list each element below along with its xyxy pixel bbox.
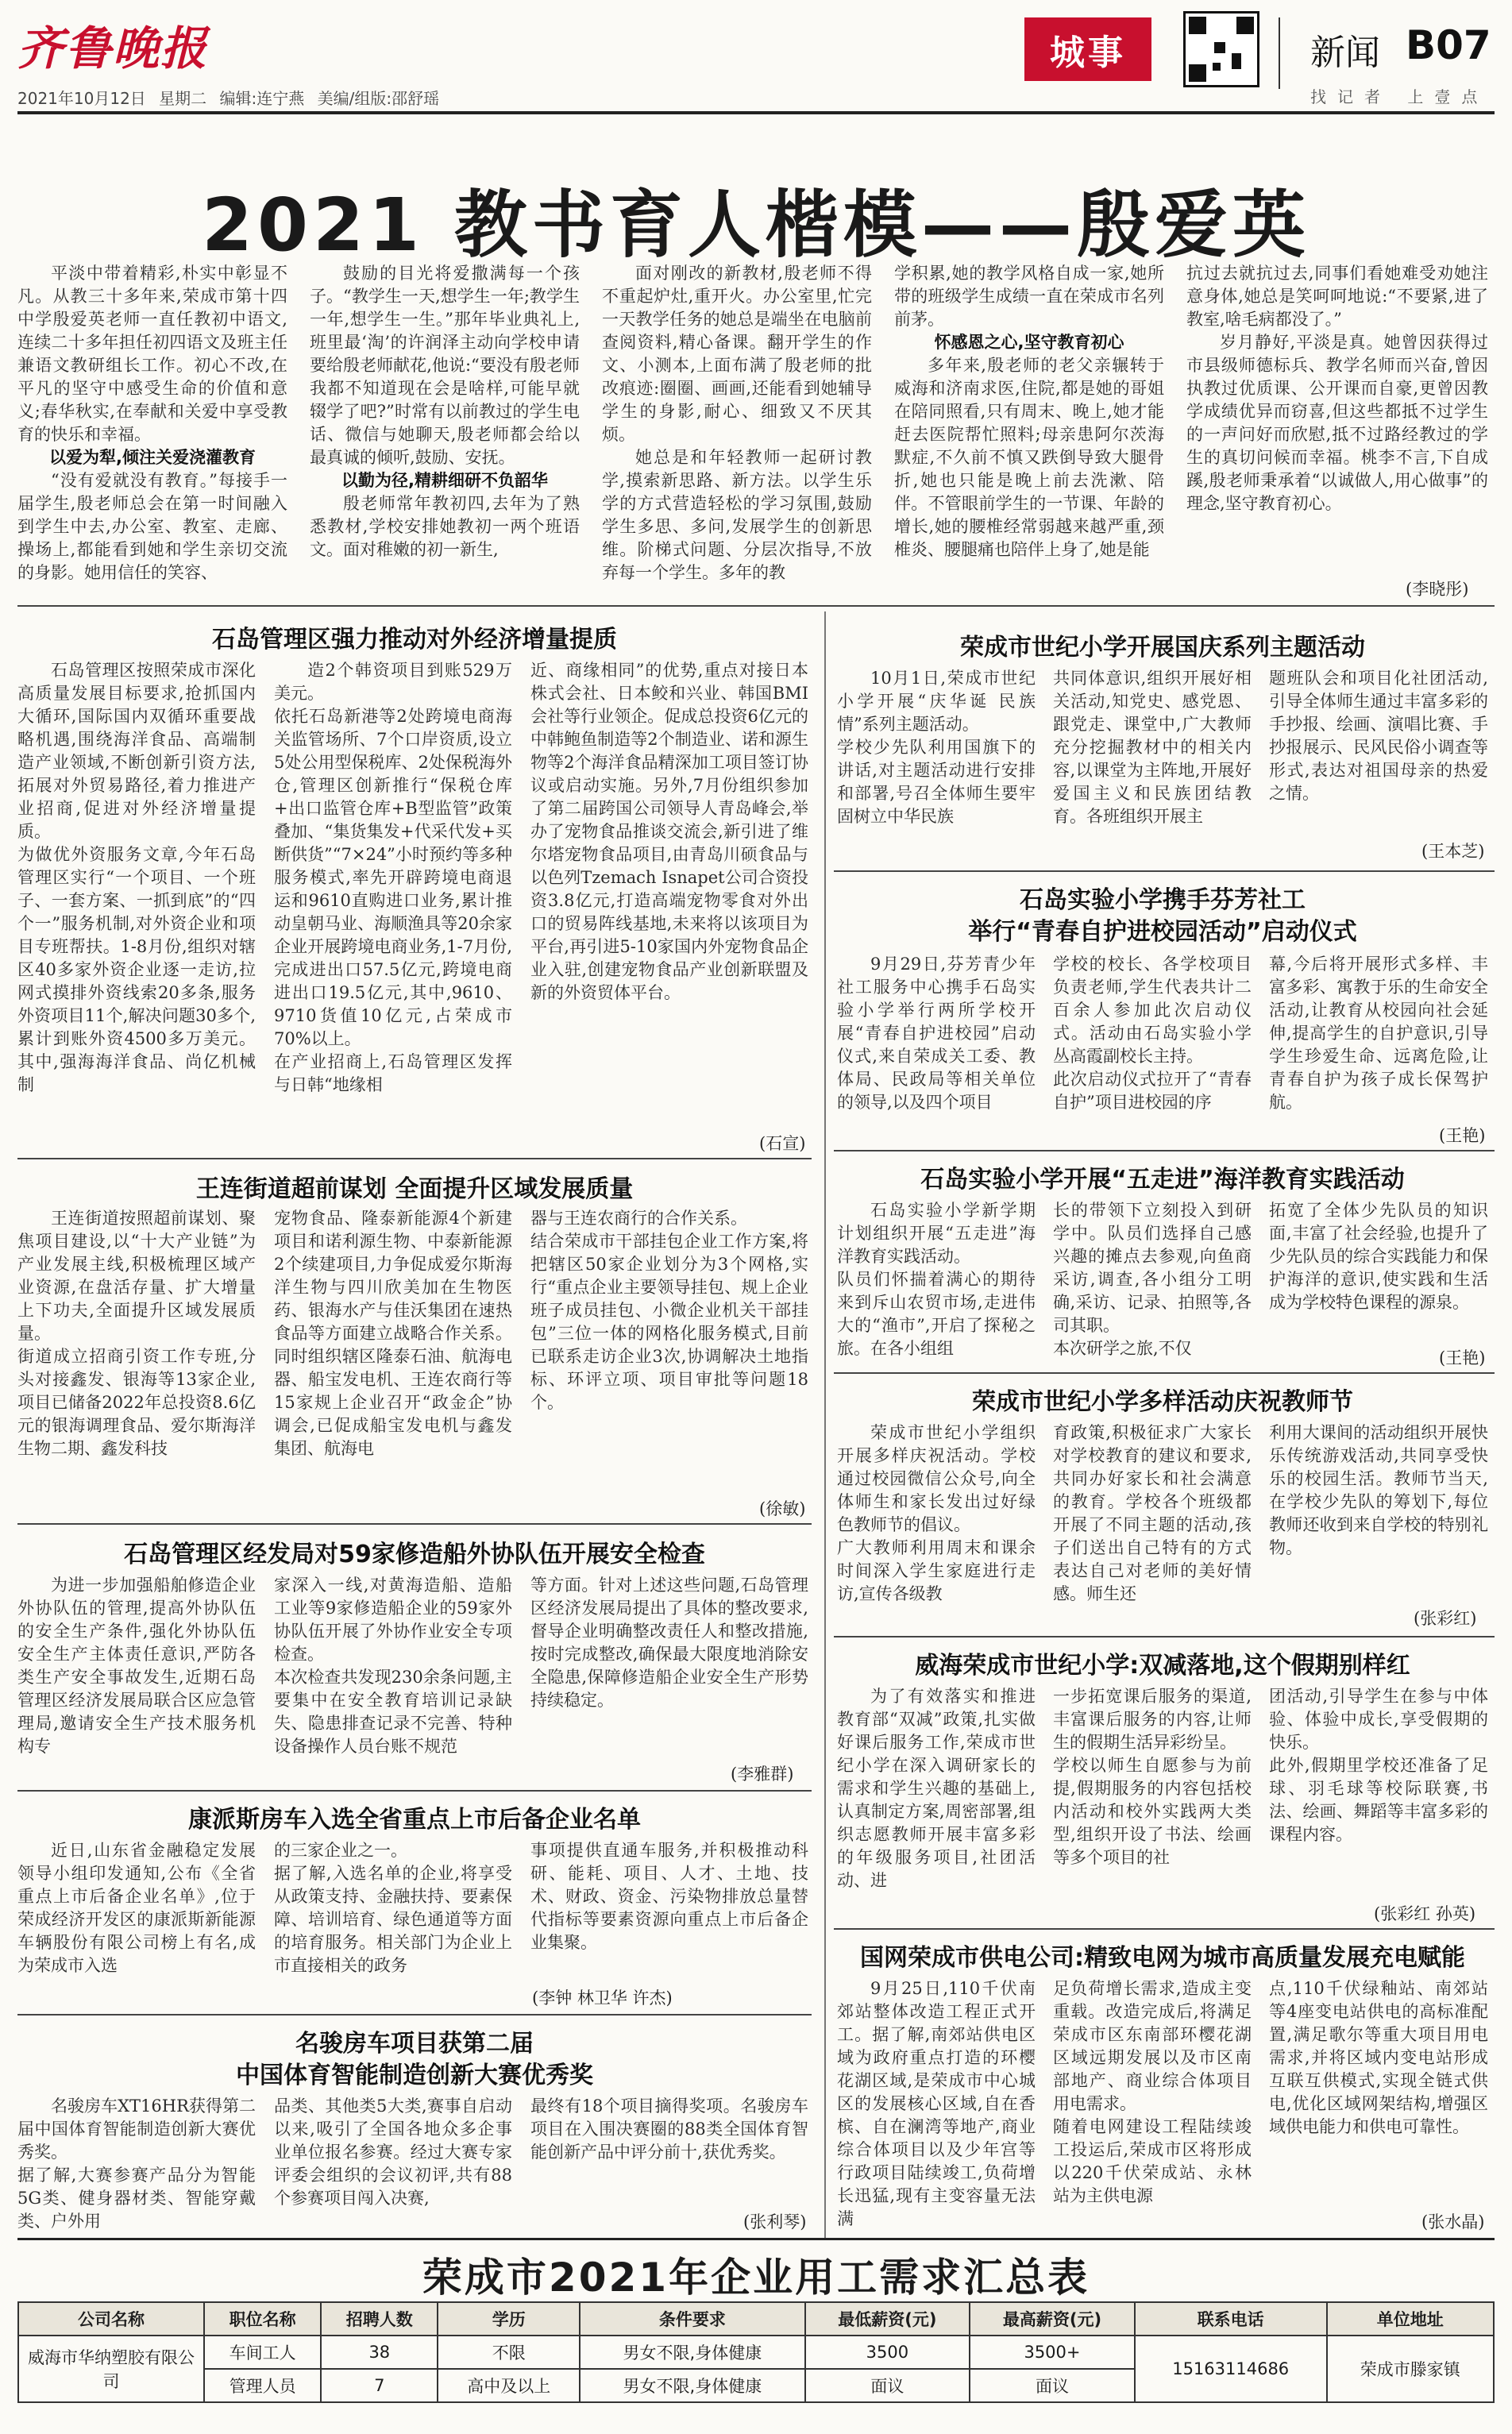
main-headline: 2021 教书育人楷模——殷爱英: [201, 183, 1311, 268]
article-author: (石宣): [759, 1134, 806, 1153]
article-title: 石岛实验小学携手芬芳社工: [1020, 886, 1306, 914]
article-author: (张彩红): [1414, 1609, 1477, 1628]
article-author: (李雅群): [731, 1765, 794, 1784]
column-header: 最低薪资(元): [805, 2302, 970, 2336]
article-author: (张水晶): [1421, 2212, 1485, 2231]
article-column: 育政策,积极征求广大家长对学校教育的建议和要求,共同办好家长和社会满意的教育。学校各个班级都开展了不同主题的活动,孩子们送出自己特有的方式表达自己对老师的美好情感。师生还: [1053, 1423, 1252, 1603]
feature-paragraph: 岁月静好,平淡是真。她曾因获得过市县级师德标兵、教学名师而兴奋,曾因执教过优质课、公开课而自豪,更曾因教学成绩优异而窃喜,但这些都抵不过学生的一声问好而欣慰,抵不过路经教过的学生的真切问候而幸福。桃李不言,下自成蹊,殷老师秉承着“以诚做人,用心做事”的理念,坚守教育初心。: [1186, 333, 1488, 513]
feature-subhead: 以勤为径,精耕细研不负韶华: [341, 471, 548, 490]
section-rule: [834, 870, 1495, 872]
article-author: (李钟 林卫华 许杰): [532, 1988, 673, 2008]
count-cell: 38: [321, 2336, 438, 2369]
article-column: 一步拓宽课后服务的渠道,丰富课后服务的内容,让师生的假期生活异彩纷呈。 学校以师生自愿参与为前提,假期服务的内容包括校内活动和校外实践两大类型,组织开设了书法、绘画等多个项目的社: [1053, 1687, 1252, 1867]
article-column: 拓宽了全体少先队员的知识面,丰富了社会经验,也提升了少先队员的综合实践能力和保护海洋的意识,使实践和生活成为学校特色课程的源泉。: [1269, 1201, 1488, 1312]
feature-paragraph: 她总是和年轻教师一起研讨教学,摸索新思路、新方法。以学生乐学的方式营造轻松的学习氛围,鼓励学生多思、多问,发展学生的创新思维。阶梯式问题、分层次指导,不放弃每一个学生。多年的教: [602, 448, 872, 582]
column-header: 公司名称: [18, 2302, 204, 2336]
section-rule: [834, 1928, 1495, 1930]
article-author: (王艳): [1439, 1126, 1486, 1145]
feature-column-1: [17, 262, 287, 596]
article-column: 等方面。针对上述这些问题,石岛管理区经济发展局提出了具体的整改要求,督导企业明确整改责任人和整改措施,按时完成整改,确保最大限度地消除安全隐患,保障修造船企业安全生产形势持续稳定。: [530, 1576, 808, 1710]
article-author: (王艳): [1439, 1348, 1486, 1367]
article-author: (徐敏): [759, 1499, 806, 1518]
table-row: [18, 2336, 1494, 2369]
feature-paragraph: 面对刚改的新教材,殷老师不得不重起炉灶,重开火。办公室里,忙完一天教学任务的她总是端坐在电脑前查阅资料,精心备课。翻开学生的作文、小测本,上面布满了殷老师的批改痕迹:圈圈、画画,还能看到她辅导学生的身影,耐心、细致又不厌其烦。: [602, 264, 872, 444]
feature-subhead: 怀感恩之心,坚守教育初心: [934, 333, 1124, 352]
column-header: 职位名称: [204, 2302, 321, 2336]
requirement-cell: 男女不限,身体健康: [580, 2336, 804, 2369]
feature-paragraph: 多年来,殷老师的老父亲辗转于威海和济南求医,住院,都是她的哥姐在陪同照看,只有周末、晚上,她才能赶去医院帮忙照料;母亲患阿尔茨海默症,不久前不慎又跌倒导致大腿骨折,她也只能是晚上前去洗漱、陪伴。不管眼前学生的一节课、年龄的增长,她的腰椎经常弱越来越严重,颈椎炎、腰腿痛也陪伴上身了,她是能: [894, 356, 1164, 559]
table-header-row: [18, 2302, 1494, 2336]
section-rule: [17, 2238, 1495, 2240]
column-header: 条件要求: [580, 2302, 804, 2336]
article-column: 学校的校长、各学校项目负责老师,学生代表共计二百余人参加此次启动仪式。活动由石岛实验小学丛高霞副校长主持。 此次启动仪式拉开了“青春自护”项目进校园的序: [1053, 955, 1252, 1112]
count-cell: 7: [321, 2369, 438, 2402]
article-column: 共同体意识,组织开展好相关活动,知党史、感党恩、跟党走、课堂中,广大教师充分挖掘教材中的相关内容,以课堂为主阵地,开展好爱国主义和民族团结教育。各班组织开展主: [1053, 669, 1252, 826]
section-rule: [17, 1158, 812, 1159]
max-salary-cell: 面议: [970, 2369, 1135, 2402]
article-column: 名骏房车XT16HR获得第二届中国体育智能制造创新大赛优秀奖。 据了解,大赛参赛产品分为智能5G类、健身器材类、智能穿戴类、户外用: [17, 2096, 256, 2230]
article-title: 国网荣成市供电公司:精致电网为城市高质量发展充电赋能: [860, 1944, 1465, 1972]
article-column: 幕,今后将开展形式多样、丰富多彩、寓教于乐的生命安全活动,让教育从校园向社会延伸,提高学生的自护意识,引导学生珍爱生命、远离危险,让青春自护为孩子成长保驾护航。: [1269, 955, 1488, 1112]
feature-paragraph: 抗过去就抗过去,同事们看她难受劝她注意身体,她总是笑呵呵地说:“不要紧,进了教室,啥毛病都没了。”: [1186, 264, 1488, 329]
article-column: 题班队会和项目化社团活动,引导全体师生通过丰富多彩的手抄报、绘画、演唱比赛、手抄报展示、民风民俗小调查等形式,表达对祖国母亲的热爱之情。: [1269, 669, 1488, 803]
section-category-badge: 城事: [1024, 17, 1151, 81]
jobs-table: [17, 2301, 1495, 2403]
article-column: 为了有效落实和推进教育部“双减”政策,扎实做好课后服务工作,荣成市世纪小学在深入调研家长的需求和学生兴趣的基础上,认真制定方案,周密部署,组织志愿教师开展丰富多彩的年级服务项目,社团活动、进: [837, 1687, 1036, 1890]
feature-author: (李晓彤): [1406, 580, 1469, 599]
feature-column-2: [310, 262, 580, 596]
article-title: 石岛管理区强力推动对外经济增量提质: [212, 626, 617, 654]
article-title: 荣成市世纪小学开展国庆系列主题活动: [960, 634, 1365, 662]
article-title: 石岛实验小学开展“五走进”海洋教育实践活动: [920, 1166, 1405, 1194]
article-column: 宠物食品、隆泰新能源4个新建项目和诺利源生物、中泰新能源2个续建项目,力争促成爱尔斯海洋生物与四川欣美加在生物医药、银海水产与佳沃集团在速热食品等方面建立战略合作关系。同时组织辖区隆泰石油、航海电器、船宝发电机、王连农商行等15家规上企业召开“政金企”协调会,已促成船宝发电机与鑫发集团、航海电: [274, 1209, 512, 1458]
article-column: 石岛实验小学新学期计划组织开展“五走进”海洋教育实践活动。 队员们怀揣着满心的期待来到斥山农贸市场,走进伟大的“渔市”,开启了探秘之旅。在各小组组: [837, 1201, 1036, 1358]
section-rule: [834, 1372, 1495, 1374]
article-column: 事项提供直通车服务,并积极推动科研、能耗、项目、人才、土地、技术、财政、资金、污染物排放总量替代指标等要素资源向重点上市后备企业集聚。: [530, 1841, 808, 1952]
feature-paragraph: 平淡中带着精彩,朴实中彰显不凡。从教三十多年来,荣成市第十四中学殷爱英老师一直任教初中语文,连续二十多年担任初四语文及班主任兼语文教研组长工作。初心不改,在平凡的坚守中感受生命的价值和意义;春华秋实,在奉献和关爱中享受教育的快乐和幸福。: [17, 264, 287, 444]
reporter-slogan: 找记者 上壹点: [1310, 87, 1489, 106]
position-cell: 车间工人: [204, 2336, 321, 2369]
phone-cell: 15163114686: [1135, 2336, 1327, 2402]
article-title: 康派斯房车入选全省重点上市后备企业名单: [188, 1806, 641, 1834]
column-divider: [824, 611, 826, 2239]
section-rule: [834, 1636, 1495, 1637]
page-number: B07: [1406, 22, 1491, 68]
article-column: 足负荷增长需求,造成主变重载。改造完成后,将满足荣成市区东南部环樱花湖区域远期发展以及市区南部地产、商业综合体项目用电需求。 随着电网建设工程陆续竣工投运后,荣成市区将形成以220千伏荣成站、永林站为主供电源: [1053, 1979, 1252, 2205]
article-subtitle: 举行“青春自护进校园活动”启动仪式: [968, 918, 1357, 946]
address-cell: 荣成市滕家镇: [1327, 2336, 1494, 2402]
section-rule: [17, 1790, 812, 1792]
article-column: 造2个韩资项目到账529万美元。 依托石岛新港等2处跨境电商海关监管场所、7个口岸资质,设立5处公用型保税库、2处保税海外仓,管理区创新推行“保税仓库+出口监管仓库+B型监管”政策叠加、“集货集发+代采代发+买断供货”“7×24”小时预约等多种服务模式,率先开辟跨境电商退运和9610直购进口业务,累计推动皇朝马业、海顺渔具等20余家企业开展跨境电商业务,1-7月份,完成进出口57.5亿元,跨境电商进出口19.5亿元,其中,9610、9710货值10亿元,占荣成市70%以上。 在产业招商上,石岛管理区发挥与日韩“地缘相: [274, 661, 512, 1094]
article-title: 王连街道超前谋划 全面提升区域发展质量: [195, 1175, 634, 1203]
article-column: 团活动,引导学生在参与中体验、体验中成长,享受假期的快乐。 此外,假期里学校还准备了足球、羽毛球等校际联赛,书法、绘画、舞蹈等丰富多彩的课程内容。: [1269, 1687, 1488, 1844]
article-column: 荣成市世纪小学组织开展多样庆祝活动。学校通过校园微信公众号,向全体师生和家长发出过好绿色教师节的倡议。 广大教师利用周末和课余时间深入学生家庭进行走访,宣传各级教: [837, 1423, 1036, 1603]
article-column: 9月29日,芬芳青少年社工服务中心携手石岛实验小学举行两所学校开展“青春自护进校园”启动仪式,来自荣成关工委、教体局、民政局等相关单位的领导,以及四个项目: [837, 955, 1036, 1112]
article-column: 器与王连农商行的合作关系。 结合荣成市干部挂包企业工作方案,将把辖区50家企业划分为3个网格,实行“重点企业主要领导挂包、规上企业班子成员挂包、小微企业机关干部挂包”三位一体的网格化服务模式,目前已联系走访企业3次,协调解决土地指标、环评立项、项目审批等问题18个。: [530, 1209, 808, 1412]
article-title: 名骏房车项目获第二届: [295, 2030, 534, 2058]
min-salary-cell: 面议: [805, 2369, 970, 2402]
section-rule: [17, 605, 1495, 607]
article-column: 品类、其他类5大类,赛事自启动以来,吸引了全国各地众多企事业单位报名参赛。经过大赛专家评委会组织的会议初评,共有88个参赛项目闯入决赛,: [274, 2096, 512, 2208]
article-column: 近、商缘相同”的优势,重点对接日本株式会社、日本鲛和兴业、韩国BMI会社等行业领企。促成总投资6亿元的中韩鲍鱼制造等2个制造业、诺和源生物等2个海洋食品精深加工项目签订协议或启动实施。另外,7月份组织参加了第二届跨国公司领导人青岛峰会,举办了宠物食品推谈交流会,新引进了维尔塔宠物食品项目,由青岛川硕食品与以色列Tzemach Isnapet公司合资投资3.8亿元,打造高端宠物零食对外出口的贸易阵线基地,未来将以该项目为平台,再引进5-10家国内外宠物食品企业入驻,创建宠物食品产业创新联盟及新的外资贸体平台。: [530, 661, 808, 1002]
article-column: 9月25日,110千伏南郊站整体改造工程正式开工。据了解,南郊站供电区域为政府重点打造的环樱花湖区域,是荣成市中心城区的发展核心区域,自在香槟、自在澜湾等地产,商业综合体项目以及少年宫等行政项目陆续竣工,负荷增长迅猛,现有主变容量无法满: [837, 1979, 1036, 2228]
section-rule: [834, 1150, 1495, 1151]
article-column: 近日,山东省金融稳定发展领导小组印发通知,公布《全省重点上市后备企业名单》,位于荣成经济开发区的康派斯新能源车辆股份有限公司榜上有名,成为荣成市入选: [17, 1841, 256, 1975]
masthead-rule: [17, 111, 1495, 114]
feature-paragraph: 殷老师常年教初四,去年为了熟悉教材,学校安排她教初一两个班语文。面对稚嫩的初一新生,: [310, 494, 580, 559]
article-author: (王本芝): [1421, 842, 1485, 861]
article-column: 最终有18个项目摘得奖项。名骏房车项目在入围决赛圈的88类全国体育智能创新产品中评分前十,获优秀奖。: [530, 2096, 808, 2162]
article-author: (张利琴): [743, 2212, 807, 2231]
column-header: 最高薪资(元): [970, 2302, 1135, 2336]
article-column: 王连街道按照超前谋划、聚焦项目建设,以“十大产业链”为产业发展主线,积极梳理区域产业资源,在盘活存量、扩大增量上下功夫,全面提升区域发展质量。 街道成立招商引资工作专班,分头对接鑫发、银海等13家企业,项目已储备2022年总投资8.6亿元的银海调理食品、爱尔斯海洋生物二期、鑫发科技: [17, 1209, 256, 1458]
article-column: 为进一步加强船舶修造企业外协队伍的管理,提高外协队伍的安全生产条件,强化外协队伍安全生产主体责任意识,严防各类生产安全事故发生,近期石岛管理区经济发展局联合区应急管理局,邀请安全生产技术服务机构专: [17, 1576, 256, 1756]
feature-column-5: [1186, 262, 1488, 580]
feature-paragraph: “没有爱就没有教育。”每接手一届学生,殷老师总会在第一时间融入到学生中去,办公室、教室、走廊、操场上,都能看到她和学生亲切交流的身影。她用信任的笑容、: [17, 471, 287, 582]
feature-column-4: [894, 262, 1164, 596]
max-salary-cell: 3500+: [970, 2336, 1135, 2369]
article-column: 利用大课间的活动组织开展快乐传统游戏活动,共同享受快乐的校园生活。教师节当天,在学校少先队的筹划下,每位教师还收到来自学校的特别礼物。: [1269, 1423, 1488, 1557]
requirement-cell: 男女不限,身体健康: [580, 2369, 804, 2402]
feature-paragraph: 鼓励的目光将爱撒满每一个孩子。“教学生一天,想学生一年;教学生一年,想学生一生。”那年毕业典礼上,班里最‘淘’的许润泽主动向学校申请要给殷老师献花,他说:“要没有殷老师我都不知道现在会是啥样,可能早就辍学了吧?”时常有以前教过的学生电话、微信与她聊天,殷老师都会给以最真诚的倾听,鼓励、安抚。: [310, 264, 580, 467]
article-author: (张彩红 孙英): [1374, 1904, 1476, 1923]
article-column: 长的带领下立刻投入到研学中。队员们选择自己感兴趣的摊点去参观,向鱼商采访,调查,各小组分工明确,采访、记录、拍照等,各司其职。 本次研学之旅,不仅: [1053, 1201, 1252, 1358]
article-title: 石岛管理区经发局对59家修造船外协队伍开展安全检查: [124, 1541, 705, 1568]
article-column: 家深入一线,对黄海造船、造船工业等9家修造船企业的59家外协队伍开展了外协作业安全专项检查。 本次检查共发现230余条问题,主要集中在安全教育培训记录缺失、隐患排查记录不完善、特种设备操作人员台账不规范: [274, 1576, 512, 1756]
section-rule: [17, 2014, 812, 2015]
section-name: 新闻: [1310, 33, 1380, 73]
feature-subhead: 以爱为犁,倾注关爱浇灌教育: [49, 448, 256, 467]
column-header: 联系电话: [1135, 2302, 1327, 2336]
feature-paragraph: 学积累,她的教学风格自成一家,她所带的班级学生成绩一直在荣成市名列前茅。: [894, 264, 1164, 329]
dateline: 2021年10月12日 星期二 编辑:连宁燕 美编/组版:邵舒瑶: [17, 89, 440, 108]
article-column: 石岛管理区按照荣成市深化高质量发展目标要求,抢抓国内大循环,国际国内双循环重要战略机遇,围绕海洋食品、高端制造产业领域,不断创新引资方法,拓展对外贸易路径,着力推进产业招商,促进对外经济增量提质。 为做优外资服务文章,今年石岛管理区实行“一个项目、一个班子、一套方案、一抓到底”的“四个一”服务机制,对外资企业和项目专班帮扶。1-8月份,组织对辖区40多家外资企业逐一走访,拉网式摸排外资线索20多条,服务外资项目11个,解决问题30多个,累计到账外资4500多万美元。其中,强海海洋食品、尚亿机械制: [17, 661, 256, 1094]
article-column: 的三家企业之一。 据了解,入选名单的企业,将享受从政策支持、金融扶持、要素保障、培训培育、绿色通道等方面的培育服务。相关部门为企业上市直接相关的政务: [274, 1841, 512, 1975]
column-header: 招聘人数: [321, 2302, 438, 2336]
column-header: 学历: [438, 2302, 580, 2336]
jobs-table-title: 荣成市2021年企业用工需求汇总表: [422, 2255, 1090, 2301]
article-title: 威海荣成市世纪小学:双减落地,这个假期别样红: [915, 1652, 1410, 1680]
feature-column-3: [602, 262, 872, 596]
masthead-divider: [1279, 17, 1280, 89]
section-rule: [17, 1523, 812, 1525]
article-title: 荣成市世纪小学多样活动庆祝教师节: [972, 1388, 1353, 1416]
education-cell: 不限: [438, 2336, 580, 2369]
qr-code-icon: [1183, 11, 1259, 87]
company-cell: 威海市华纳塑胶有限公司: [18, 2336, 204, 2402]
newspaper-logo: 齐鲁晚报: [17, 21, 209, 75]
min-salary-cell: 3500: [805, 2336, 970, 2369]
column-header: 单位地址: [1327, 2302, 1494, 2336]
article-column: 点,110千伏绿釉站、南郊站等4座变电站供电的高标准配置,满足歌尔等重大项目用电需求,并将区域内变电站形成互联互供模式,实现全链式供电,优化区域网架结构,增强区域供电能力和供电可靠性。: [1269, 1979, 1488, 2136]
position-cell: 管理人员: [204, 2369, 321, 2402]
education-cell: 高中及以上: [438, 2369, 580, 2402]
article-column: 10月1日,荣成市世纪小学开展“庆华诞 民族情”系列主题活动。 学校少先队利用国旗下的讲话,对主题活动进行安排和部署,号召全体师生要牢固树立中华民族: [837, 669, 1036, 826]
article-subtitle: 中国体育智能制造创新大赛优秀奖: [236, 2062, 593, 2089]
